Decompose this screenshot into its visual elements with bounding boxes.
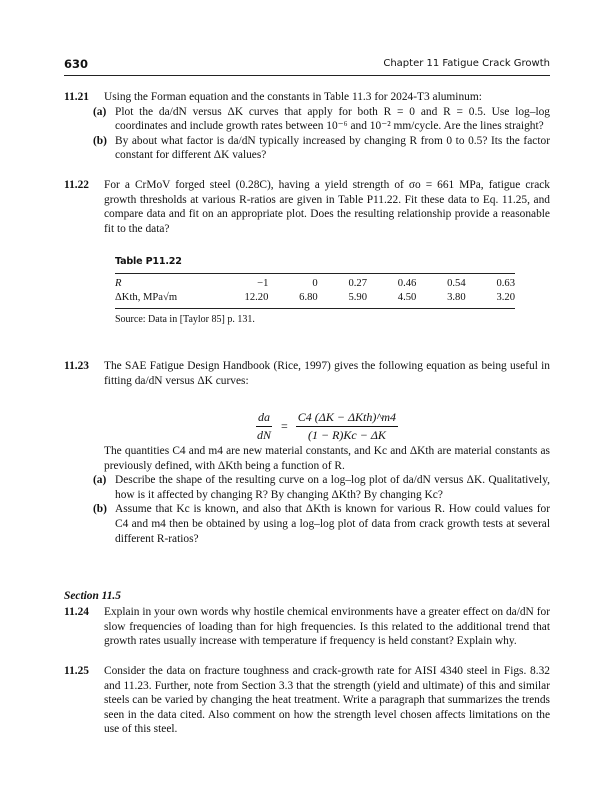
part-a [93, 473, 550, 502]
numerator: C4 (ΔK − ΔKth)^m4 [296, 410, 398, 427]
table-p11-22 [115, 256, 515, 325]
part-b [93, 134, 550, 163]
cell: 3.80 [447, 292, 466, 303]
part-text: Plot the da/dN versus ΔK curves that apply for both R = 0 and R = 0.5. Use log–log coordinates and include growth rates between 10⁻⁶ and 10⁻² mm/cycle. Are the lines straight? [115, 105, 550, 133]
problem-11-21 [64, 90, 550, 163]
cell: 4.50 [397, 292, 417, 303]
problem-11-22 [64, 178, 550, 236]
part-label: (b) [93, 503, 107, 516]
problem-number: 11.21 [64, 91, 89, 103]
table-title: Table P11.22 [115, 256, 182, 267]
cell: 0.46 [397, 278, 417, 289]
cell: 3.20 [496, 292, 515, 303]
part-label: (b) [93, 134, 107, 147]
denominator: (1 − R)Kc − ΔK [307, 428, 386, 442]
problem-text: For a CrMoV forged steel (0.28C), having a yield strength of σo = 661 MPa, fatigue crack growth thresholds at various R-ratios are given in Table P11.22. Fit these data to Eq. 11.25, and compare data and fit on an appropriate plot. Does the resulting relationship provide a reasonable fit to the data? [104, 179, 550, 235]
cell: 6.80 [299, 292, 318, 303]
part-text: By about what factor is da/dN typically increased by changing R from 0 to 0.5? Its the factor constant for different ΔK values? [115, 134, 550, 162]
page-header [64, 57, 550, 76]
part-text: Describe the shape of the resulting curve on a log–log plot of da/dN versus ΔK. Qualitatively, how is it affected by changing R? By changing ΔKth? By changing Kc? [115, 474, 550, 501]
denominator: dN [257, 428, 272, 442]
table-row [115, 274, 515, 292]
row-label: R [115, 278, 122, 289]
problem-11-23 [64, 359, 550, 388]
table-row [115, 291, 515, 309]
problem-text: The SAE Fatigue Design Handbook (Rice, 1997) gives the following equation as being useful in fitting da/dN versus ΔK curves: [104, 360, 550, 387]
table-source: Source: Data in [Taylor 85] p. 131. [115, 314, 255, 325]
cell: 0.27 [348, 278, 368, 289]
section-heading: Section 11.5 [64, 590, 121, 602]
problem-number: 11.25 [64, 665, 89, 677]
problem-number: 11.24 [64, 606, 89, 618]
problem-11-23-continued [64, 444, 550, 546]
data-table [115, 273, 515, 309]
problem-number: 11.23 [64, 360, 89, 372]
part-b [93, 502, 550, 546]
problem-11-24 [64, 605, 550, 649]
problem-text: Explain in your own words why hostile chemical environments have a greater effect on da/dN for slow frequencies of loading than for high frequencies. Is this related to the additional trend that growth rates usually increase with temperature if frequency is held constant? Explain why. [104, 606, 550, 648]
problem-number: 11.22 [64, 179, 89, 191]
part-text: Assume that Kc is known, and also that ΔKth is known for various R. How could values for C4 and m4 then be obtained by using a log–log plot of data from crack growth tests at several different R-ratios? [115, 503, 550, 545]
part-label: (a) [93, 474, 107, 487]
problem-text: The quantities C4 and m4 are new material constants, and Kc and ΔKth are material constants as previously defined, with ΔKth being a function of R. [104, 445, 550, 472]
numerator: da [256, 410, 272, 427]
equation [255, 410, 398, 443]
rhs-fraction [296, 410, 398, 443]
cell: 0.54 [447, 278, 466, 289]
page-number: 630 [64, 57, 89, 71]
part-a [93, 105, 550, 134]
cell: 0 [312, 278, 318, 289]
chapter-title: Chapter 11 Fatigue Crack Growth [383, 58, 550, 69]
cell: 0.63 [496, 278, 515, 289]
problem-text: Consider the data on fracture toughness and crack-growth rate for AISI 4340 steel in Figs. 8.32 and 11.23. Further, note from Section 3.3 that the strength (yield and ultimate) of this and similar steels can be varied by changing the heat treatment. Write a paragraph that summarizes the trends seen in the data cited. Also comment on how the strength level chosen affects limitations on the use of this steel. [104, 665, 550, 736]
cell: 12.20 [244, 292, 269, 303]
cell: 5.90 [348, 292, 368, 303]
equals-sign: = [281, 419, 288, 433]
part-label: (a) [93, 105, 107, 118]
problem-text: Using the Forman equation and the constants in Table 11.3 for 2024-T3 aluminum: [104, 91, 482, 103]
cell: −1 [257, 278, 269, 289]
problem-11-25 [64, 664, 550, 737]
row-label: ΔKth, MPa√m [115, 292, 178, 303]
lhs-fraction [255, 410, 273, 443]
